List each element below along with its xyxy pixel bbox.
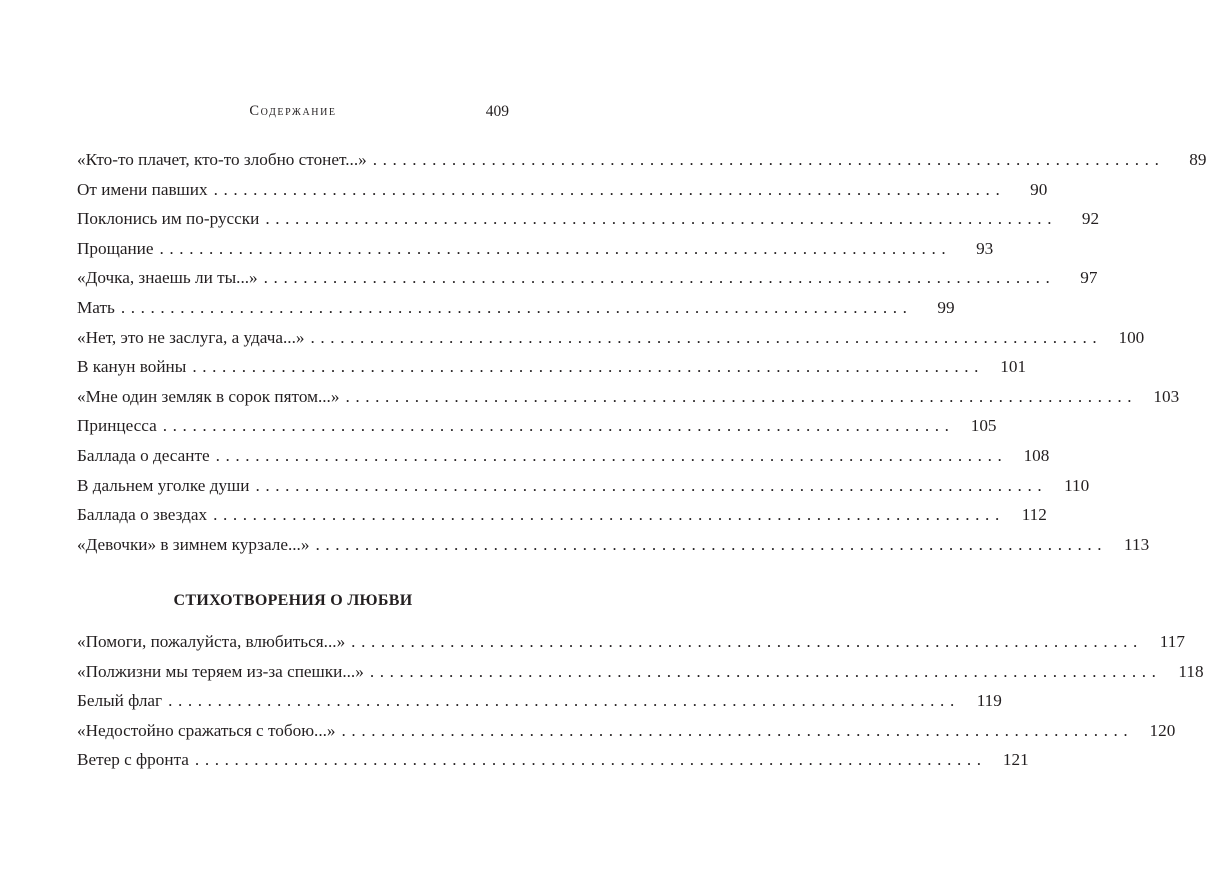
toc-entry <box>77 504 1047 534</box>
toc-entry-page: 113 <box>1124 534 1150 554</box>
toc-entry-title: Белый флаг <box>77 691 163 711</box>
toc-entry-title: Ветер с фронта <box>77 750 189 770</box>
toc-leader-dots: ................................................................................ <box>213 179 1006 199</box>
toc-entry <box>77 208 1100 238</box>
toc-entry-title: «Дочка, знаешь ли ты...» <box>77 268 258 288</box>
toc-leader-dots: ................................................................................ <box>310 327 1103 347</box>
running-head <box>77 103 509 125</box>
toc-entry-page: 119 <box>976 691 1002 711</box>
toc-leader-dots: ................................................................................ <box>194 750 987 770</box>
toc-entry <box>77 179 1048 209</box>
toc-entry-title: В дальнем уголке души <box>77 475 250 495</box>
toc-entry <box>77 631 1185 661</box>
toc-section-1 <box>77 149 1206 563</box>
toc-leader-dots: ................................................................................ <box>265 209 1058 229</box>
toc-leader-dots: ................................................................................ <box>120 297 913 317</box>
toc-entry-title: «Кто-то плачет, кто-то злобно стонет...» <box>77 150 367 169</box>
toc-leader-dots: ................................................................................ <box>372 150 1165 169</box>
toc-entry <box>77 415 997 445</box>
toc-leader-dots: ................................................................................ <box>255 475 1048 495</box>
toc-entry-title: В канун войны <box>77 357 187 377</box>
toc-entry-page: 92 <box>1081 209 1100 229</box>
toc-entry-title: Принцесса <box>77 416 157 436</box>
toc-entry <box>77 749 1029 779</box>
toc-entry-page: 93 <box>976 238 994 258</box>
toc-entry <box>77 445 1050 475</box>
toc-section-2 <box>77 631 1204 779</box>
toc-leader-dots: ................................................................................ <box>369 661 1162 681</box>
toc-entry-title: «Мне один земляк в сорок пятом...» <box>77 386 340 406</box>
toc-entry-page: 103 <box>1153 386 1180 406</box>
toc-leader-dots: ................................................................................ <box>192 357 985 377</box>
toc-entry-page: 100 <box>1118 327 1145 347</box>
toc-entry-page: 108 <box>1023 445 1050 465</box>
toc-entry-page: 112 <box>1021 505 1047 525</box>
toc-entry-title: «Помоги, пожалуйста, влюбиться...» <box>77 632 346 651</box>
toc-entry-page: 90 <box>1030 179 1048 199</box>
toc-leader-dots: ................................................................................ <box>162 416 955 436</box>
toc-entry-page: 97 <box>1080 268 1098 288</box>
toc-entry-page: 121 <box>1002 750 1029 770</box>
running-title: Содержание <box>249 103 337 119</box>
toc-entry <box>77 238 994 268</box>
toc-leader-dots: ................................................................................ <box>315 534 1108 554</box>
toc-leader-dots: ................................................................................ <box>159 238 952 258</box>
toc-entry-title: Мать <box>77 297 115 317</box>
toc-entry <box>77 267 1098 297</box>
toc-entry-title: Баллада о звездах <box>77 505 208 525</box>
toc-entry <box>77 297 955 327</box>
toc-entry-page: 99 <box>937 297 955 317</box>
toc-entry-page: 89 <box>1189 150 1206 169</box>
toc-entry-page: 118 <box>1178 661 1204 681</box>
toc-entry <box>77 661 1204 691</box>
toc-leader-dots: ................................................................................ <box>215 445 1008 465</box>
toc-entry <box>77 386 1180 416</box>
toc-leader-dots: ................................................................................ <box>345 386 1138 406</box>
toc-entry <box>77 356 1027 386</box>
toc-entry <box>77 720 1176 750</box>
toc-entry-title: Поклонись им по-русски <box>77 209 260 229</box>
page-number: 409 <box>485 103 509 120</box>
toc-entry-title: «Девочки» в зимнем курзале...» <box>77 534 310 554</box>
toc-entry-title: От имени павших <box>77 179 208 199</box>
toc-entry-title: Прощание <box>77 238 154 258</box>
toc-entry <box>77 690 1002 720</box>
toc-entry-title: Баллада о десанте <box>77 445 210 465</box>
toc-leader-dots: ................................................................................ <box>168 691 960 711</box>
toc-leader-dots: ................................................................................ <box>213 505 1005 525</box>
toc-entry-page: 101 <box>1000 357 1027 377</box>
toc-entry-page: 120 <box>1149 720 1176 740</box>
section-heading: СТИХОТВОРЕНИЯ О ЛЮБВИ <box>173 592 413 609</box>
toc-leader-dots: ................................................................................ <box>341 720 1134 740</box>
toc-entry-page: 110 <box>1064 475 1090 495</box>
toc-entry-page: 105 <box>970 416 997 436</box>
toc-entry-title: «Нет, это не заслуга, а удача...» <box>77 327 305 347</box>
toc-entry-title: «Полжизни мы теряем из-за спешки...» <box>77 661 364 681</box>
toc-entry <box>77 534 1150 564</box>
toc-entry <box>77 149 1206 179</box>
toc-entry-title: «Недостойно сражаться с тобою...» <box>77 720 336 740</box>
toc-leader-dots: ................................................................................ <box>263 268 1056 288</box>
toc-leader-dots: ................................................................................ <box>351 632 1143 651</box>
toc-entry <box>77 327 1145 357</box>
toc-entry <box>77 475 1090 505</box>
toc-entry-page: 117 <box>1159 632 1185 651</box>
